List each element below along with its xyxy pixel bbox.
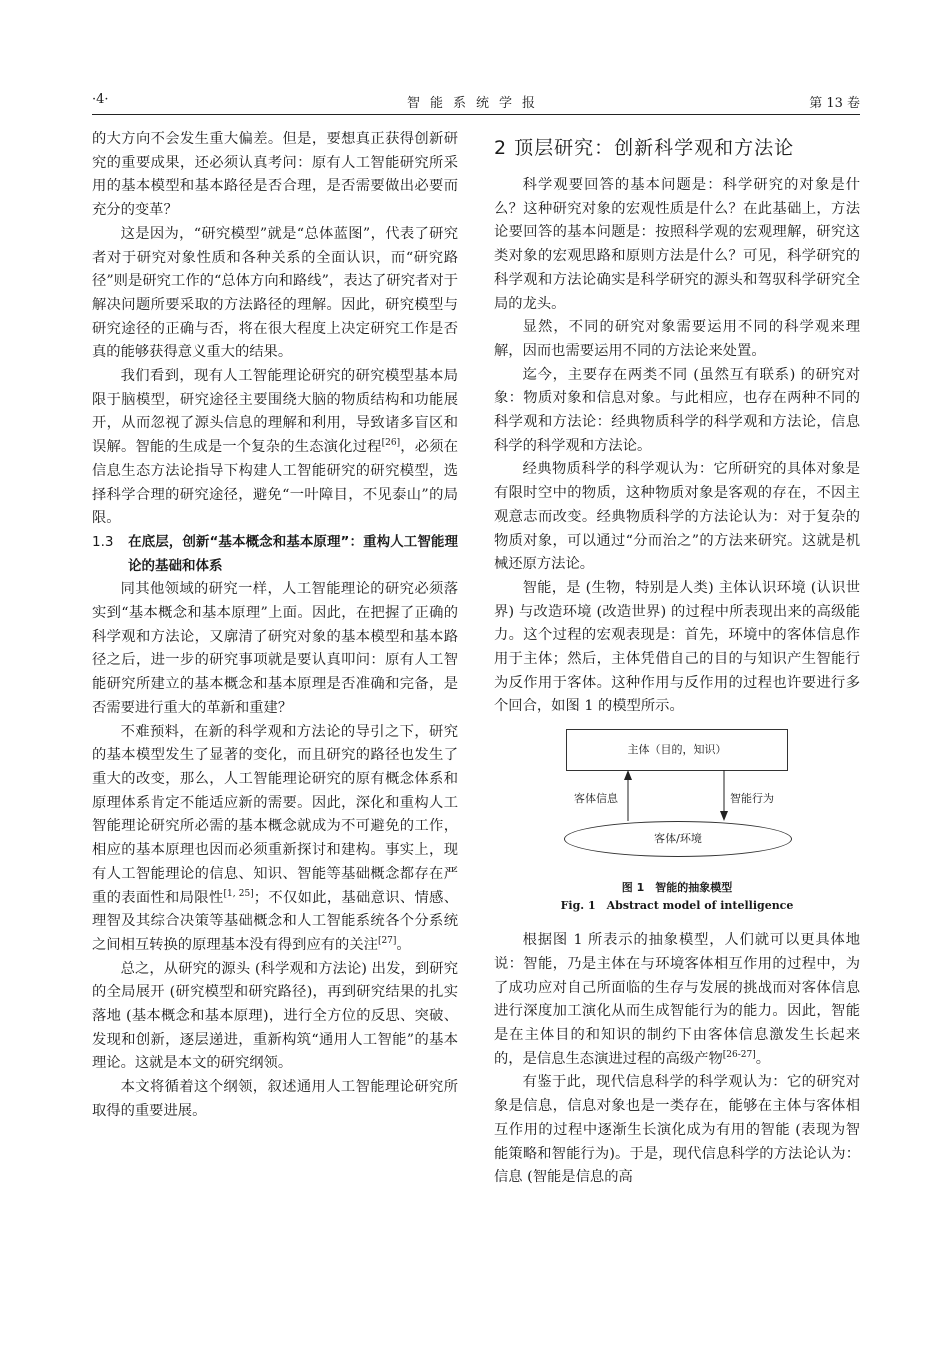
journal-name: 智能系统学报 xyxy=(406,96,545,111)
arrow-head-down-icon xyxy=(720,811,728,821)
subject-box: 主体（目的，知识） xyxy=(566,729,788,771)
arrow-head-up-icon xyxy=(624,770,632,780)
figure-1-diagram xyxy=(494,729,860,879)
section-heading-1-3: 1.3 在底层，创新“基本概念和基本原理”：重构人工智能理论的基础和体系 xyxy=(92,533,458,574)
paragraph: 迄今，主要存在两类不同 (虽然互有联系) 的研究对象：物质对象和信息对象。与此相应，也存在两种不同的科学观和方法论：经典物质科学的科学观和方法论，信息科学的科学观和方法论。 xyxy=(494,366,860,454)
citation: [26-27] xyxy=(722,1049,756,1060)
paragraph: 智能，是 (生物，特别是人类) 主体认识环境 (认识世界) 与改造环境 (改造世界) 的过程中所表现出来的高级能力。这个过程的宏观表现是：首先，环境中的客体信息作用于主体；然后，主体凭借自己的目的与知识产生智能行为反作用于客体。这种作用与反作用的过程也许要进行多个回合，如图 1 的模型所示。 xyxy=(494,579,860,715)
paragraph: 本文将循着这个纲领，叙述通用人工智能理论研究所取得的重要进展。 xyxy=(92,1079,458,1119)
right-column xyxy=(494,128,860,1190)
environment-ellipse: 客体/环境 xyxy=(564,821,792,857)
paragraph: 总之，从研究的源头 (科学观和方法论) 出发，到研究的全局展开 (研究模型和研究路径)，再到研究结果的扎实落地 (基本概念和基本原理)，进行全方位的反思、突破、发现和创新，逐层递进，重新构筑“通用人工智能”的基本理论。这就是本文的研究纲领。 xyxy=(92,960,458,1072)
citation: [26] xyxy=(381,438,401,449)
paragraph: 我们看到，现有人工智能理论研究的研究模型基本局限于脑模型，研究途径主要围绕大脑的物质结构和功能展开，从而忽视了源头信息的理解和利用，导致诸多盲区和误解。智能的生成是一个复杂的生态演化过程[26]，必须在信息生态方法论指导下构建人工智能研究的研究模型，选择科学合理的研究途径，避免“一叶障目，不见泰山”的局限。 xyxy=(92,368,459,527)
paragraph: 有鉴于此，现代信息科学的科学观认为：它的研究对象是信息，信息对象也是一类存在，能够在主体与客体相互作用的过程中逐渐生长演化成为有用的智能 (表现为智能策略和智能行为)。于是，现代信息科学的方法论认为：信息 (智能是信息的高 xyxy=(494,1074,860,1186)
paragraph: 根据图 1 所表示的抽象模型，人们就可以更具体地说：智能，乃是主体在与环境客体相互作用的过程中，为了成功应对自己所面临的生存与发展的挑战而对客体信息进行深度加工演化从而生成智能行为的能力。因此，智能是在主体目的和知识的制约下由客体信息激发生长起来的，是信息生态演进过程的高级产物[26-27]。 xyxy=(494,932,860,1067)
intelligent-action-label: 智能行为 xyxy=(730,792,774,806)
paragraph: 不难预料，在新的科学观和方法论的导引之下，研究的基本模型发生了显著的变化，而且研究的路径也发生了重大的改变，那么，人工智能理论研究的原有概念体系和原理体系肯定不能适应新的需要。因此，深化和重构人工智能理论研究所必需的基本概念就成为不可避免的工作，相应的基本原理也因而必须重新探讨和建构。事实上，现有人工智能理论的信息、知识、智能等基础概念都存在严重的表面性和局限性[1, 25]；不仅如此，基础意识、情感、理智及其综合决策等基础概念和人工智能系统各个分系统之间相互转换的原理基本没有得到应有的关注[27]。 xyxy=(92,723,459,953)
header-rule xyxy=(92,114,860,115)
page-number: ·4· xyxy=(92,92,109,107)
section-heading-2: 2 顶层研究：创新科学观和方法论 xyxy=(494,137,795,159)
left-column xyxy=(92,128,458,1124)
citation: [27] xyxy=(377,936,397,947)
page-header xyxy=(92,92,860,114)
paragraph: 这是因为，“研究模型”就是“总体蓝图”，代表了研究者对于研究对象性质和各种关系的全面认识，而“研究路径”则是研究工作的“总体方向和路线”，表达了研究者对于解决问题所要采取的方法路径的理解。因此，研究模型与研究途径的正确与否，将在很大程度上决定研究工作是否真的能够获得意义重大的结果。 xyxy=(92,225,458,361)
figure-caption-en: Fig. 1 Abstract model of intelligence xyxy=(560,899,794,913)
paragraph: 显然，不同的研究对象需要运用不同的科学观来理解，因而也需要运用不同的方法论来处置。 xyxy=(494,319,860,359)
paragraph: 同其他领域的研究一样，人工智能理论的研究必须落实到“基本概念和基本原理”上面。因此，在把握了正确的科学观和方法论，又廓清了研究对象的基本模型和基本路径之后，进一步的研究事项就是要认真叩问：原有人工智能研究所建立的基本概念和基本原理是否准确和完备，是否需要进行重大的革新和重建？ xyxy=(92,581,458,716)
citation: [1, 25] xyxy=(223,888,254,899)
paragraph: 经典物质科学的科学观认为：它所研究的具体对象是有限时空中的物质，这种物质对象是客观的存在，不因主观意志而改变。经典物质科学的方法论认为：对于复杂的物质对象，可以通过“分而治之”的方法来研究。这就是机械还原方法论。 xyxy=(494,461,860,573)
volume-label: 第 13 卷 xyxy=(809,96,860,111)
paragraph: 的大方向不会发生重大偏差。但是，要想真正获得创新研究的重要成果，还必须认真考问：原有人工智能研究所采用的基本模型和基本路径是否合理，是否需要做出必要而充分的变革？ xyxy=(92,131,458,219)
paragraph: 科学观要回答的基本问题是：科学研究的对象是什么？这种研究对象的宏观性质是什么？在此基础上，方法论要回答的基本问题是：按照科学观的宏观理解，研究这类对象的宏观思路和原则方法是什么？可见，科学研究的科学观和方法论确实是科学研究的源头和驾驭科学研究全局的龙头。 xyxy=(494,177,860,312)
figure-caption-cn: 图 1 智能的抽象模型 xyxy=(621,881,733,895)
object-info-label: 客体信息 xyxy=(574,792,618,806)
